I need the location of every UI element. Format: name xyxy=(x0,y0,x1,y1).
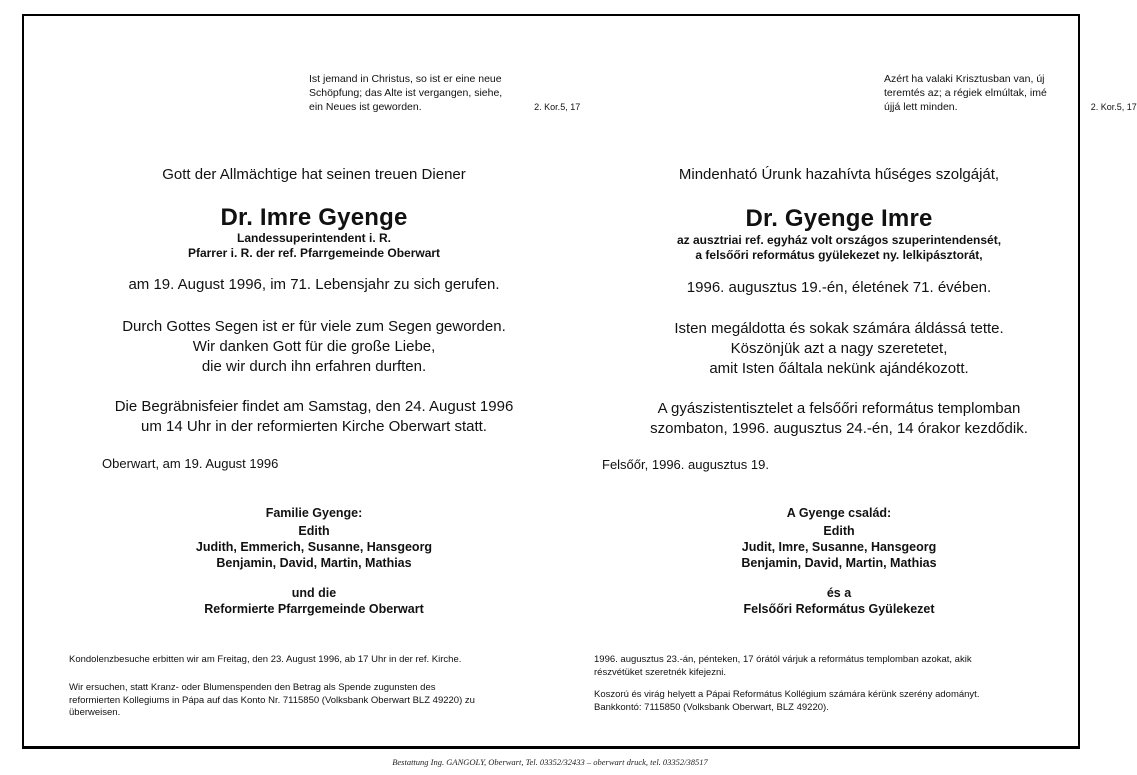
intro-line: Mindenható Úrunk hazahívta hűséges szolgáját, xyxy=(678,166,1000,183)
blessing-line-3: die wir durch ihn erfahren durften. xyxy=(201,358,427,375)
verse-reference: 2. Kor.5, 17 xyxy=(1090,102,1137,112)
title-line-1: Landessuperintendent i. R. xyxy=(236,231,392,245)
place-date: Oberwart, am 19. August 1996 xyxy=(102,456,279,471)
blessing-text xyxy=(64,317,564,377)
verse-text: Ist jemand in Christus, so ist er eine neue Schöpfung; das Alte ist vergangen, siehe, ein Neues ist geworden. xyxy=(309,73,503,113)
blessing-line-2: Köszönjük azt a nagy szeretetet, xyxy=(730,340,948,357)
funeral-info xyxy=(594,399,1084,439)
congregation-name: Reformierte Pfarrgemeinde Oberwart xyxy=(204,602,424,616)
family-heading: A Gyenge család: xyxy=(786,506,892,520)
obituary-card xyxy=(22,14,1137,749)
family-line-3: Benjamin, David, Martin, Mathias xyxy=(216,556,412,570)
printer-footer: Bestattung Ing. GANGOLY, Oberwart, Tel. 03352/32433 – oberwart druck, tel. 03352/38517 xyxy=(392,757,708,767)
condolence-note: 1996. augusztus 23.-án, pénteken, 17 órától várjuk a református templomban azokat, akik részvétüket szeretnék kifejezni. xyxy=(594,654,972,678)
donation-note: Koszorú és virág helyett a Pápai Református Kollégium számára kérünk szerény adományt. Bankkontó: 7115850 (Volksbank Oberwart, BLZ 49220). xyxy=(594,689,980,713)
funeral-line-2: um 14 Uhr in der reformierten Kirche Oberwart statt. xyxy=(141,418,487,435)
title-line-1: az ausztriai ref. egyház volt országos szuperintendensét, xyxy=(676,233,1002,247)
family-line-3: Benjamin, David, Martin, Mathias xyxy=(741,556,937,570)
blessing-text xyxy=(594,319,1084,379)
and-the: és a xyxy=(826,586,852,600)
funeral-line-1: Die Begräbnisfeier findet am Samstag, den 24. August 1996 xyxy=(114,398,514,415)
and-the: und die xyxy=(291,586,337,600)
deceased-name: Dr. Imre Gyenge xyxy=(220,204,408,231)
family-heading: Familie Gyenge: xyxy=(265,506,363,520)
death-notice: 1996. augusztus 19.-én, életének 71. évében. xyxy=(686,279,992,296)
funeral-info xyxy=(64,397,564,437)
hungarian-column xyxy=(594,16,1137,746)
funeral-line-1: A gyászistentisztelet a felsőőri református templomban xyxy=(657,400,1021,417)
bible-verse xyxy=(309,72,581,114)
death-notice: am 19. August 1996, im 71. Lebensjahr zu sich gerufen. xyxy=(128,276,500,293)
deceased-name: Dr. Gyenge Imre xyxy=(745,205,933,232)
title-line-2: a felsőőri református gyülekezet ny. lelkipásztorát, xyxy=(695,248,983,262)
funeral-line-2: szombaton, 1996. augusztus 24.-én, 14 órakor kezdődik. xyxy=(650,420,1028,437)
blessing-line-3: amit Isten őáltala nekünk ajándékozott. xyxy=(709,360,969,377)
german-column xyxy=(64,16,581,746)
condolence-note: Kondolenzbesuche erbitten wir am Freitag, den 23. August 1996, ab 17 Uhr in der ref. Kirche. xyxy=(69,654,462,665)
verse-reference: 2. Kor.5, 17 xyxy=(534,102,581,112)
family-line-1: Edith xyxy=(823,524,855,538)
family-block xyxy=(594,505,1084,617)
congregation-name: Felsőőri Református Gyülekezet xyxy=(743,602,935,616)
blessing-line-1: Isten megáldotta és sokak számára áldássá tette. xyxy=(674,320,1004,337)
place-date: Felsőőr, 1996. augusztus 19. xyxy=(602,457,769,472)
title-line-2: Pfarrer i. R. der ref. Pfarrgemeinde Oberwart xyxy=(187,246,441,260)
family-line-2: Judith, Emmerich, Susanne, Hansgeorg xyxy=(195,540,433,554)
blessing-line-2: Wir danken Gott für die große Liebe, xyxy=(192,338,436,355)
titles xyxy=(64,231,564,261)
titles xyxy=(594,233,1084,263)
blessing-line-1: Durch Gottes Segen ist er für viele zum Segen geworden. xyxy=(122,318,506,335)
family-block xyxy=(64,505,564,617)
verse-text: Azért ha valaki Krisztusban van, új teremtés az; a régiek elmúltak, imé újjá lett minden. xyxy=(884,73,1047,113)
donation-note: Wir ersuchen, statt Kranz- oder Blumenspenden den Betrag als Spende zugunsten des reformierten Kollegiums in Pápa auf das Konto Nr. 7115850 (Volksbank Oberwart BLZ 49220) zu überweisen. xyxy=(69,682,475,718)
bible-verse xyxy=(884,72,1137,114)
family-line-2: Judit, Imre, Susanne, Hansgeorg xyxy=(741,540,937,554)
intro-line: Gott der Allmächtige hat seinen treuen Diener xyxy=(162,166,466,183)
family-line-1: Edith xyxy=(298,524,330,538)
